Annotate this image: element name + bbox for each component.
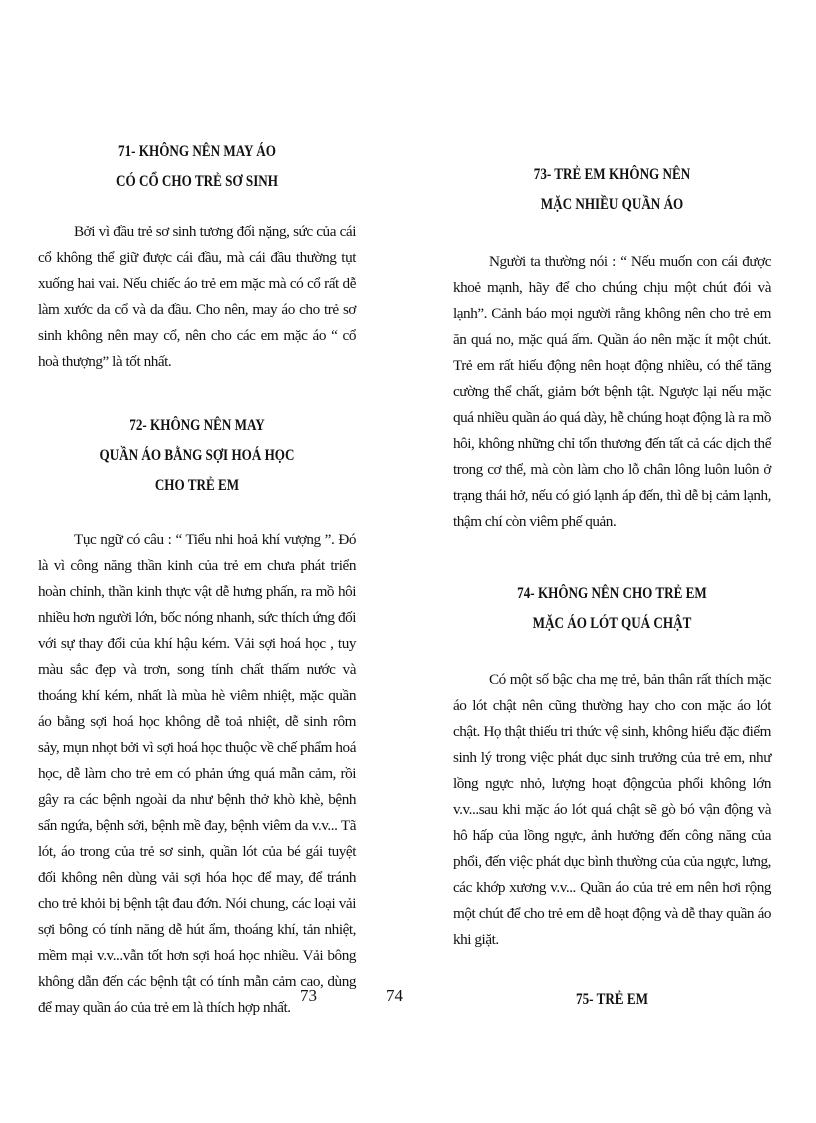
right-page — [453, 0, 771, 1015]
section-72-title-line1: 72- KHÔNG NÊN MAY — [129, 417, 265, 434]
section-74-body: Có một số bậc cha mẹ trẻ, bản thân rất thích mặc áo lót chật nên cũng thường hay cho con mặc áo lót chật. Họ thật thiếu tri thức vệ sinh, không hiểu đặc điểm sinh lý trong việc phát dục sinh trưởng của trẻ em, như lồng ngực nhỏ, lượng hoạt độngcủa phổi không lớn v.v...sau khi mặc áo lót quá chật sẽ gò bó vận động và hô hấp của lồng ngực, ảnh hưởng đến công năng của phổi, đến việc phát dục bình thường của của ngực, lưng, các khớp xương v.v... Quần áo của trẻ em nên hơi rộng một chút để cho trẻ em dễ hoạt động và dễ thay quần áo khi giặt. — [453, 671, 771, 948]
section-72-body: Tục ngữ có câu : “ Tiểu nhi hoả khí vượng ”. Đó là vì công năng thần kinh của trẻ em chưa phát triển hoàn chỉnh, thần kinh thực vật dễ hưng phấn, ra mồ hôi nhiều hơn người lớn, bốc nóng nhanh, sức thích ứng đối với sự thay đổi của khí hậu kém. Vải sợi hoá học , tuy màu sắc đẹp và trơn, song tính chất thấm nước và thoáng khí kém, nhất là mùa hè viêm nhiệt, mặc quần áo bằng sợi hoá học không dễ toả nhiệt, dễ sinh rôm sảy, mụn nhọt bởi vì sợi hoá học thuộc về chế phẩm hoá học, dễ làm cho trẻ em có phản ứng quá mẫn cảm, rồi gây ra các bệnh ngoài da như bệnh thở khò khè, bệnh sẩn ngứa, bệnh sởi, bệnh mề đay, bệnh viêm da v.v... Tã lót, áo trong của trẻ sơ sinh, quần lót của bé gái tuyệt đối không nên dùng vải sợi hóa học để may, để tránh cho trẻ khỏi bị bệnh tật đau đớn. Nói chung, các loại vải sợi bông có tính năng dễ hút ẩm, thoáng khí, tản nhiệt, mềm mại v.v...vẫn tốt hơn sợi hoá học nhiều. Vải bông không dẫn đến các bệnh tật có tính mẫn cảm cao, dùng để may quần áo của trẻ em là thích hợp nhất. — [38, 531, 356, 1016]
section-74-heading — [482, 579, 743, 639]
section-71-title-line2: CÓ CỔ CHO TRẺ SƠ SINH — [116, 173, 278, 190]
section-73-title-line1: 73- TRẺ EM KHÔNG NÊN — [533, 166, 691, 183]
section-75-heading — [482, 985, 743, 1015]
section-73-title-line2: MẶC NHIỀU QUẦN ÁO — [540, 196, 684, 213]
page-number-left: 73 — [300, 986, 317, 1005]
section-72-title-line3: CHO TRẺ EM — [154, 477, 240, 494]
section-72-heading — [67, 411, 328, 501]
section-71-title-line1: 71- KHÔNG NÊN MAY ÁO — [118, 143, 276, 160]
left-page — [38, 0, 356, 1021]
section-74-title-line2: MẶC ÁO LÓT QUÁ CHẬT — [532, 615, 692, 632]
section-74-title-line1: 74- KHÔNG NÊN CHO TRẺ EM — [517, 585, 707, 602]
section-72-title-line2: QUẦN ÁO BẰNG SỢI HOÁ HỌC — [99, 447, 295, 464]
section-71-heading — [67, 137, 328, 197]
section-73-heading — [482, 160, 743, 220]
section-71-body: Bởi vì đầu trẻ sơ sinh tương đối nặng, sức của cái cổ không thể giữ được cái đầu, mà cái đầu thường tụt xuống hai vai. Nếu chiếc áo trẻ em mặc mà có cổ rất dễ làm xước da cổ và da đầu. Cho nên, may áo cho trẻ sơ sinh không nên may cổ, nên cho các em mặc áo “ cổ hoà thượng” là tốt nhất. — [38, 223, 356, 370]
page-number-right: 74 — [386, 986, 403, 1005]
section-75-title-line1: 75- TRẺ EM — [576, 991, 648, 1008]
section-73-body: Người ta thường nói : “ Nếu muốn con cái được khoẻ mạnh, hãy để cho chúng chịu một chút đói và lạnh”. Cảnh báo mọi người rằng không nên cho trẻ em ăn quá no, mặc quá ấm. Quần áo nên mặc ít một chút. Trẻ em rất hiếu động nên hoạt động nhiều, có thể tăng cường thể chất, giảm bớt bệnh tật. Ngược lại nếu mặc quá nhiều quần áo quá dày, hễ chúng hoạt động là ra mồ hôi, không những chỉ tổn thương đến tất cả các dịch thể trong cơ thể, mà còn làm cho lỗ chân lông luôn luôn ở trạng thái hở, nếu có gió lạnh áp đến, thì dễ bị cảm lạnh, thậm chí còn viêm phế quản. — [453, 253, 771, 530]
